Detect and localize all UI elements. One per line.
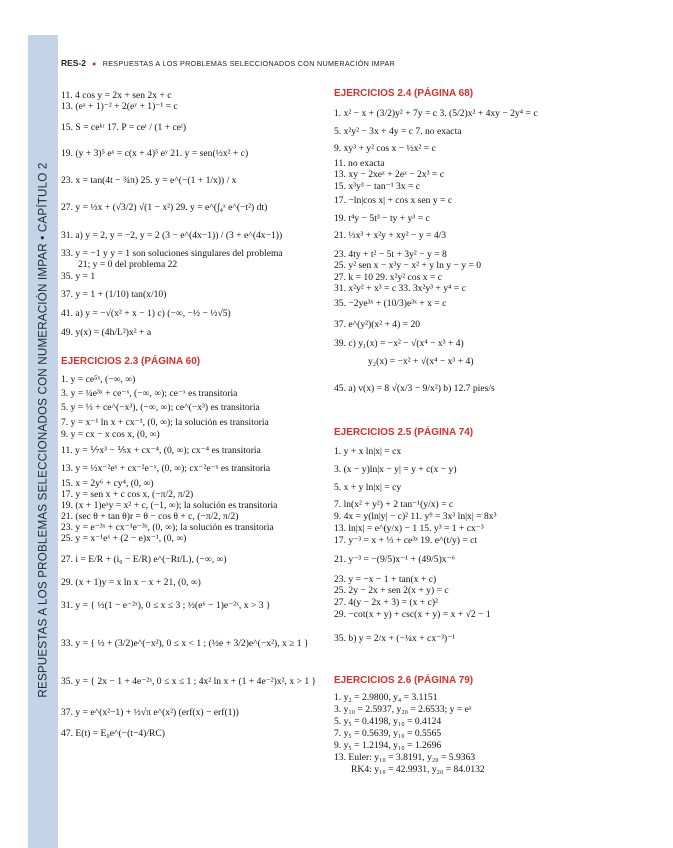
answer-line: 13. Euler: y₁₀ = 3.8191, y₂₀ = 5.9363 [334,752,476,763]
section-heading: EJERCICIOS 2.3 (PÁGINA 60) [61,356,201,367]
section-heading: EJERCICIOS 2.5 (PÁGINA 74) [334,427,474,438]
answer-line: 35. b) y = 2/x + (−¼x + cx⁻³)⁻¹ [334,633,456,644]
answer-line: 5. y₅ = 0.4198, y₁₀ = 0.4124 [334,716,442,727]
answer-line: 15. x = 2y⁶ + cy⁴, (0, ∞) [61,478,154,489]
answer-line: 13. xy − 2xeˣ + 2eˣ − 2x³ = c [334,169,444,180]
answer-line: 23. x = tan(4t − ¾π) 25. y = e^(−(1 + 1/x)) / x [61,175,237,186]
answer-line: 25. y = x⁻¹eˣ + (2 − e)x⁻¹, (0, ∞) [61,533,187,544]
answer-line: 5. x²y² − 3x + 4y = c 7. no exacta [334,126,462,137]
running-head-title: RESPUESTAS A LOS PROBLEMAS SELECCIONADOS CON NUMERACIÓN IMPAR [102,59,396,68]
answer-line: 13. y = ½x⁻²eˣ + cx⁻²e⁻ˣ, (0, ∞); cx⁻²e⁻ˣ es transitoria [61,463,271,474]
answer-line: 35. y = 1 [61,271,96,282]
answer-line: 13. ln|x| = e^(y/x) − 1 15. y³ = 1 + cx⁻³ [334,523,484,534]
bullet-icon: ● [92,59,97,68]
answer-line: 37. y = e^(x²−1) + ½√π e^(x²) (erf(x) − erf(1)) [61,707,239,718]
answer-line: 3. y₁₀ = 2.5937, y₂₀ = 2.6533; y = eˣ [334,704,472,715]
answer-line: 23. 4ty + t² − 5t + 3y² − y = 8 [334,249,447,260]
answer-line: 27. 4(y − 2x + 3) = (x + c)² [334,597,438,608]
answer-line: 33. y = −1 y y = 1 son soluciones singulares del problema [61,248,283,259]
answer-line: 17. y⁻³ = x + ⅓ + ce³ˣ 19. e^(t/y) = ct [334,535,478,546]
answer-line: 3. (x − y)ln|x − y| = y + c(x − y) [334,464,457,475]
answer-line: 25. 2y − 2x + sen 2(x + y) = c [334,585,449,596]
answer-line: 25. y² sen x − x³y − x² + y ln y − y = 0 [334,260,482,271]
answer-line: 23. y = e⁻³ˣ + cx⁻¹e⁻³ˣ, (0, ∞); la solución es transitoria [61,522,274,533]
answer-line: 45. a) v(x) = 8 √(x/3 − 9/x²) b) 12.7 pies/s [334,383,495,394]
answer-line: 17. y = sen x + c cos x, (−π/2, π/2) [61,489,194,500]
answer-line: 1. y = ce⁵ˣ, (−∞, ∞) [61,374,136,385]
answer-line: 15. S = ceᵏʳ 17. P = ceᵗ / (1 + ceᵗ) [61,122,187,133]
answer-line: 19. (x + 1)eˣy = x² + c, (−1, ∞); la solución es transitoria [61,500,278,511]
answer-line: 7. y = x⁻¹ ln x + cx⁻¹, (0, ∞); la solución es transitoria [61,417,269,428]
answer-line: 37. y = 1 + (1/10) tan(x/10) [61,289,167,300]
answer-line: 3. y = ¼e³ˣ + ce⁻ˣ, (−∞, ∞); ce⁻ˣ es transitoria [61,388,238,399]
answer-line: 21. ⅓x³ + x²y + xy² − y = 4/3 [334,230,447,241]
answer-line: 11. no exacta [334,158,385,169]
sidebar-label: RESPUESTAS A LOS PROBLEMAS SELECCIONADOS CON NUMERACIÓN IMPAR • CAPÍTULO 2 [36,162,50,698]
answer-line: 33. y = { ½ + (3/2)e^(−x²), 0 ≤ x < 1 ; (½e + 3/2)e^(−x²), x ≥ 1 } [61,638,309,649]
answer-line: 37. e^(y²)(x² + 4) = 20 [334,319,421,330]
answer-line: 31. x²y² + x³ = c 33. 3x²y³ + y⁴ = c [334,283,466,294]
answer-line: 9. y = cx − x cos x, (0, ∞) [61,429,160,440]
answer-line: 11. 4 cos y = 2x + sen 2x + c [61,90,172,101]
answer-line: 27. i = E/R + (i₀ − E/R) e^(−Rt/L), (−∞, ∞) [61,554,227,565]
answer-line: 17. −ln|cos x| + cos x sen y = c [334,195,453,206]
section-heading: EJERCICIOS 2.4 (PÁGINA 68) [334,88,474,99]
answer-line: 9. xy³ + y² cos x − ½x² = c [334,143,436,154]
answer-line: 41. a) y = −√(x² + x − 1) c) (−∞, −½ − ½√5) [61,308,231,319]
answer-line: 5. x + y ln|x| = cy [334,482,402,493]
answer-line: 13. (eˣ + 1)⁻² + 2(eʸ + 1)⁻¹ = c [61,101,178,112]
answer-line: 21. (sec θ + tan θ)r = θ − cos θ + c, (−π/2, π/2) [61,511,239,522]
answer-line: 31. a) y = 2, y = −2, y = 2 (3 − e^(4x−1)) / (3 + e^(4x−1)) [61,230,283,241]
answer-line: 27. y = ½x + (√3/2) √(1 − x²) 29. y = e^(∫₄ˣ e^(−t²) dt) [61,202,268,213]
answer-line: 23. y = −x − 1 + tan(x + c) [334,574,437,585]
answer-line: 1. x² − x + (3/2)y² + 7y = c 3. (5/2)x² + 4xy − 2y⁴ = c [334,108,538,119]
answer-line: 49. y(x) = (4h/L²)x² + a [61,327,152,338]
answer-line: 19. (y + 3)⁵ eˣ = c(x + 4)⁵ eʸ 21. y = sen(½x² + c) [61,148,249,159]
answer-line: 1. y + x ln|x| = cx [334,446,402,457]
answer-line: 21; y = 0 del problema 22 [78,259,178,270]
answer-line: 35. −2ye³ˣ + (10/3)e³ˣ + x = c [334,298,447,309]
answer-line: 21. y⁻³ = −(9/5)x⁻¹ + (49/5)x⁻⁶ [334,554,455,565]
answer-line: 31. y = { ½(1 − e⁻²ˣ), 0 ≤ x ≤ 3 ; ½(e⁶ − 1)e⁻²ˣ, x > 3 } [61,600,271,611]
answer-line: 9. 4x = y(ln|y| − c)² 11. y⁹ = 3x³ ln|x| = 8x³ [334,511,497,522]
answer-line: 29. −cot(x + y) + csc(x + y) = x + √2 − 1 [334,609,491,620]
answer-line: 9. y₅ = 1.2194, y₁₀ = 1.2696 [334,740,442,751]
answer-line: 7. ln(x² + y²) + 2 tan⁻¹(y/x) = c [334,499,454,510]
answer-line: 11. y = ⅐x³ − ⅕x + cx⁻⁴, (0, ∞); cx⁻⁴ es transitoria [61,445,261,456]
answer-line: 5. y = ⅓ + ce^(−x³), (−∞, ∞); ce^(−x³) es transitoria [61,402,260,413]
section-heading: EJERCICIOS 2.6 (PÁGINA 79) [334,675,474,686]
answer-line: 29. (x + 1)y = x ln x − x + 21, (0, ∞) [61,577,201,588]
answer-line: 39. c) y₁(x) = −x² − √(x⁴ − x³ + 4) [334,338,464,349]
answer-line: 19. t⁴y − 5t³ − ty + y³ = c [334,213,430,224]
answer-line: 27. k = 10 29. x²y² cos x = c [334,272,442,283]
answer-line: 47. E(t) = E₀e^(−(t−4)/RC) [61,728,166,739]
running-head [61,58,395,68]
answer-line: 7. y₅ = 0.5639, y₁₀ = 0.5565 [334,728,442,739]
answer-line: RK4: y₁₀ = 42.9931, y₂₀ = 84.0132 [351,764,485,775]
answer-line: y₂(x) = −x² + √(x⁴ − x³ + 4) [368,356,474,367]
page-number: RES-2 [61,58,87,68]
answer-line: 15. x³y³ − tan⁻¹ 3x = c [334,181,421,192]
answer-line: 35. y = { 2x − 1 + 4e⁻²ˣ, 0 ≤ x ≤ 1 ; 4x² ln x + (1 + 4e⁻²)x², x > 1 } [61,676,317,687]
answer-line: 1. y₂ = 2.9800, y₄ = 3.1151 [334,692,438,703]
